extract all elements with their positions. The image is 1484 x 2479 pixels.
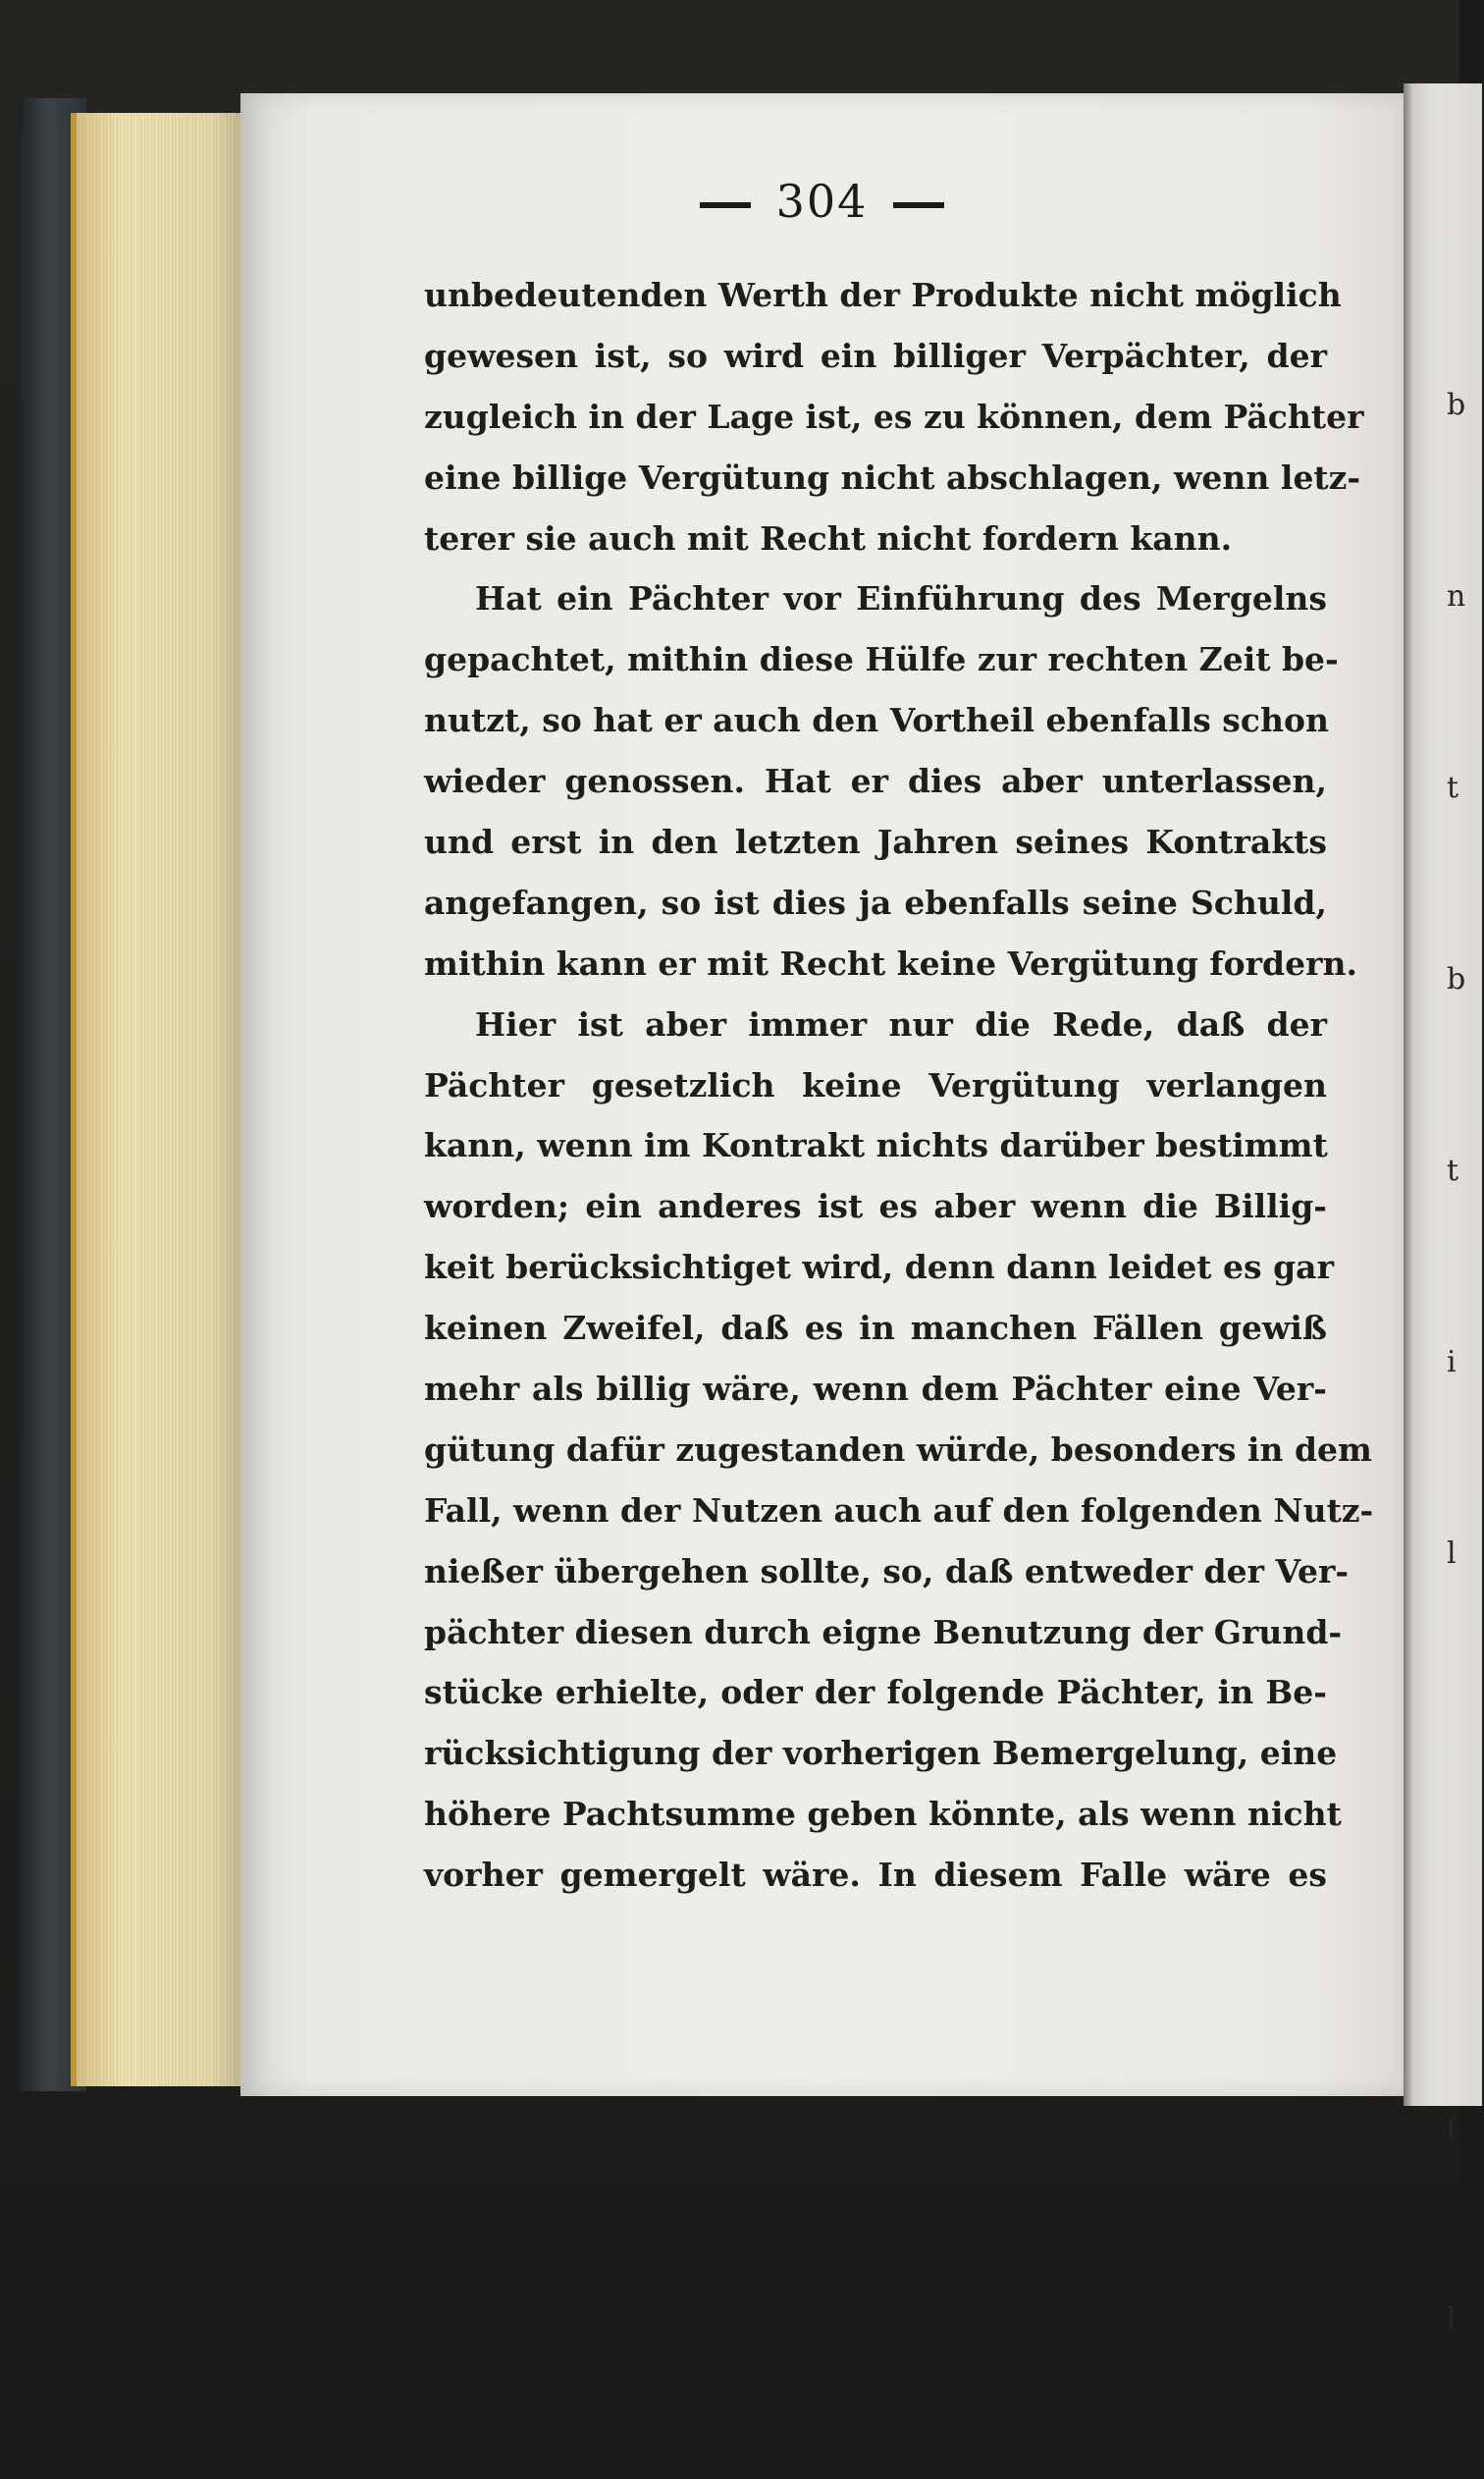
facing-fragment: t <box>1447 771 1459 805</box>
text-line: Pächter gesetzlich keine Vergütung verlangen <box>424 1065 1327 1105</box>
text-line: pächter diesen durch eigne Benutzung der Grund- <box>424 1612 1343 1651</box>
text-line: gepachtet, mithin diese Hülfe zur rechten Zeit be- <box>424 640 1339 679</box>
text-line: terer sie auch mit Recht nicht fordern kann. <box>424 518 1233 558</box>
facing-fragment: l <box>1447 1536 1457 1571</box>
facing-fragment: ( <box>1447 2111 1458 2145</box>
text-line: unbedeutenden Werth der Produkte nicht möglich <box>424 276 1342 314</box>
text-line: stücke erhielte, oder der folgende Pächter, in Be- <box>424 1673 1327 1712</box>
facing-fragment: i <box>1447 1345 1457 1379</box>
text-line: worden; ein anderes ist es aber wenn die Billig- <box>424 1187 1327 1226</box>
facing-fragment: b <box>1447 962 1466 997</box>
text-line: mehr als billig wäre, wenn dem Pächter eine Ver- <box>424 1370 1327 1409</box>
text-line: gewesen ist, so wird ein billiger Verpächter, der <box>424 336 1327 375</box>
text-line: höhere Pachtsumme geben könnte, als wenn nicht <box>424 1795 1342 1834</box>
text-line: rücksichtigung der vorherigen Bemergelung, eine <box>424 1734 1338 1773</box>
text-line: wieder genossen. Hat er dies aber unterlassen, <box>424 762 1327 801</box>
page-block-shade <box>71 113 248 2086</box>
facing-fragment: b <box>1447 388 1466 422</box>
text-line: kann, wenn im Kontrakt nichts darüber bestimmt <box>424 1126 1328 1165</box>
text-line: eine billige Vergütung nicht abschlagen, wenn letz- <box>424 458 1361 497</box>
text-line: Fall, wenn der Nutzen auch auf den folgenden Nutz- <box>424 1490 1374 1530</box>
text-line: mithin kann er mit Recht keine Vergütung fordern. <box>424 943 1357 983</box>
facing-fragment: t <box>1447 1154 1459 1188</box>
text-line: und erst in den letzten Jahren seines Kontrakts <box>424 823 1327 862</box>
text-line: gütung dafür zugestanden würde, besonders in dem <box>424 1429 1372 1469</box>
facing-fragment: n <box>1447 579 1466 614</box>
text-line: keinen Zweifel, daß es in manchen Fällen gewiß <box>424 1309 1327 1348</box>
facing-fragment <box>1447 1905 1466 1968</box>
text-line: nutzt, so hat er auch den Vortheil ebenfalls schon <box>424 701 1329 740</box>
header-dash-left <box>700 202 751 208</box>
text-line: Hat ein Pächter vor Einführung des Mergelns <box>475 579 1327 619</box>
page-number-header <box>240 175 1404 228</box>
text-line: vorher gemergelt wäre. In diesem Falle wäre es <box>424 1856 1327 1895</box>
facing-fragment: l <box>1447 2302 1457 2337</box>
text-line: keit berücksichtiget wird, denn dann leidet es gar <box>424 1248 1334 1287</box>
text-line: nießer übergehen sollte, so, daß entweder der Ver- <box>424 1551 1350 1590</box>
body-text <box>424 265 1374 1906</box>
text-line: angefangen, so ist dies ja ebenfalls seine Schuld, <box>424 883 1327 922</box>
header-dash-right <box>893 202 944 208</box>
facing-fragment <box>1447 1713 1466 1777</box>
text-line: Hier ist aber immer nur die Rede, daß der <box>475 1004 1327 1044</box>
facing-page-fragments <box>1447 245 1466 2479</box>
text-line: zugleich in der Lage ist, es zu können, dem Pächter <box>424 397 1364 436</box>
page-number: 304 <box>775 175 869 228</box>
